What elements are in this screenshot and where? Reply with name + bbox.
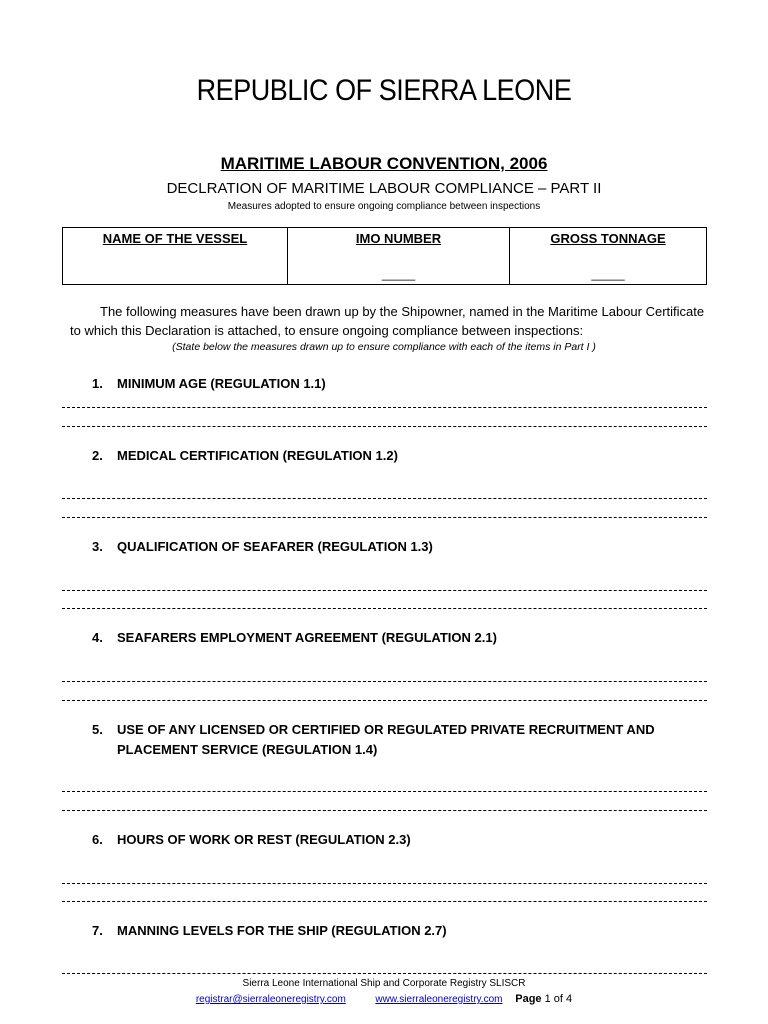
list-item [92, 830, 672, 850]
item-heading: HOURS OF WORK OR REST (REGULATION 2.3) [117, 832, 411, 847]
measures-subheading: Measures adopted to ensure ongoing compliance between inspections [227, 201, 541, 212]
intro-line-1: The following measures have been drawn up by the Shipowner, named in the Maritime Labour Certificate [100, 304, 705, 319]
answer-line[interactable] [62, 791, 707, 792]
item-heading: MANNING LEVELS FOR THE SHIP (REGULATION 2.7) [117, 923, 447, 938]
item-number: 5. [92, 722, 103, 737]
state-instruction: (State below the measures drawn up to ensure compliance with each of the items in Part I ) [172, 341, 596, 353]
item-number: 2. [92, 448, 103, 463]
footer-links [0, 993, 768, 1005]
declaration-heading: DECLRATION OF MARITIME LABOUR COMPLIANCE – PART II [166, 180, 602, 197]
vessel-info-table [62, 227, 707, 285]
item-number: 7. [92, 923, 103, 938]
gross-tonnage-cell[interactable] [510, 228, 707, 285]
answer-line[interactable] [62, 590, 707, 591]
item-number: 4. [92, 630, 103, 645]
vessel-name-header: NAME OF THE VESSEL [102, 231, 248, 246]
imo-number-value: _____ [381, 267, 416, 281]
answer-line[interactable] [62, 498, 707, 499]
page-number: 1 [544, 993, 551, 1005]
answer-line[interactable] [62, 973, 707, 974]
item-heading: MEDICAL CERTIFICATION (REGULATION 1.2) [117, 448, 398, 463]
website-link[interactable]: www.sierraleoneregistry.com [375, 994, 503, 1005]
answer-line[interactable] [62, 517, 707, 518]
item-heading: MINIMUM AGE (REGULATION 1.1) [117, 376, 326, 391]
item-heading: SEAFARERS EMPLOYMENT AGREEMENT (REGULATION 2.1) [117, 630, 497, 645]
imo-number-header: IMO NUMBER [355, 231, 442, 246]
email-link[interactable]: registrar@sierraleoneregistry.com [195, 994, 346, 1005]
document-title: REPUBLIC OF SIERRA LEONE [196, 74, 572, 107]
answer-line[interactable] [62, 810, 707, 811]
answer-line[interactable] [62, 426, 707, 427]
footer-registry: Sierra Leone International Ship and Corporate Registry SLISCR [242, 978, 526, 989]
item-number: 3. [92, 539, 103, 554]
gross-tonnage-header: GROSS TONNAGE [550, 231, 666, 246]
list-item [92, 628, 672, 648]
answer-line[interactable] [62, 608, 707, 609]
page-of: of [553, 993, 563, 1005]
list-item [92, 921, 672, 941]
list-item [92, 720, 672, 760]
intro-line-2: to which this Declaration is attached, to ensure ongoing compliance between inspections: [70, 323, 584, 338]
answer-line[interactable] [62, 681, 707, 682]
imo-number-cell[interactable] [288, 228, 510, 285]
intro-paragraph [70, 302, 710, 340]
item-number: 1. [92, 376, 103, 391]
convention-heading: MARITIME LABOUR CONVENTION, 2006 [220, 154, 548, 173]
item-heading: USE OF ANY LICENSED OR CERTIFIED OR REGULATED PRIVATE RECRUITMENT AND PLACEMENT SERVICE (REGULATION 1.4) [117, 722, 655, 757]
answer-line[interactable] [62, 700, 707, 701]
gross-tonnage-value: _____ [591, 267, 625, 281]
item-number: 6. [92, 832, 103, 847]
page-indicator [515, 993, 572, 1005]
page-label: Page [515, 993, 542, 1005]
list-item [92, 446, 672, 466]
answer-line[interactable] [62, 407, 707, 408]
list-item [92, 374, 672, 394]
answer-line[interactable] [62, 901, 707, 902]
list-item [92, 537, 672, 557]
item-heading: QUALIFICATION OF SEAFARER (REGULATION 1.3) [117, 539, 433, 554]
page-total: 4 [566, 993, 573, 1005]
answer-line[interactable] [62, 883, 707, 884]
vessel-name-cell[interactable] [63, 228, 288, 285]
